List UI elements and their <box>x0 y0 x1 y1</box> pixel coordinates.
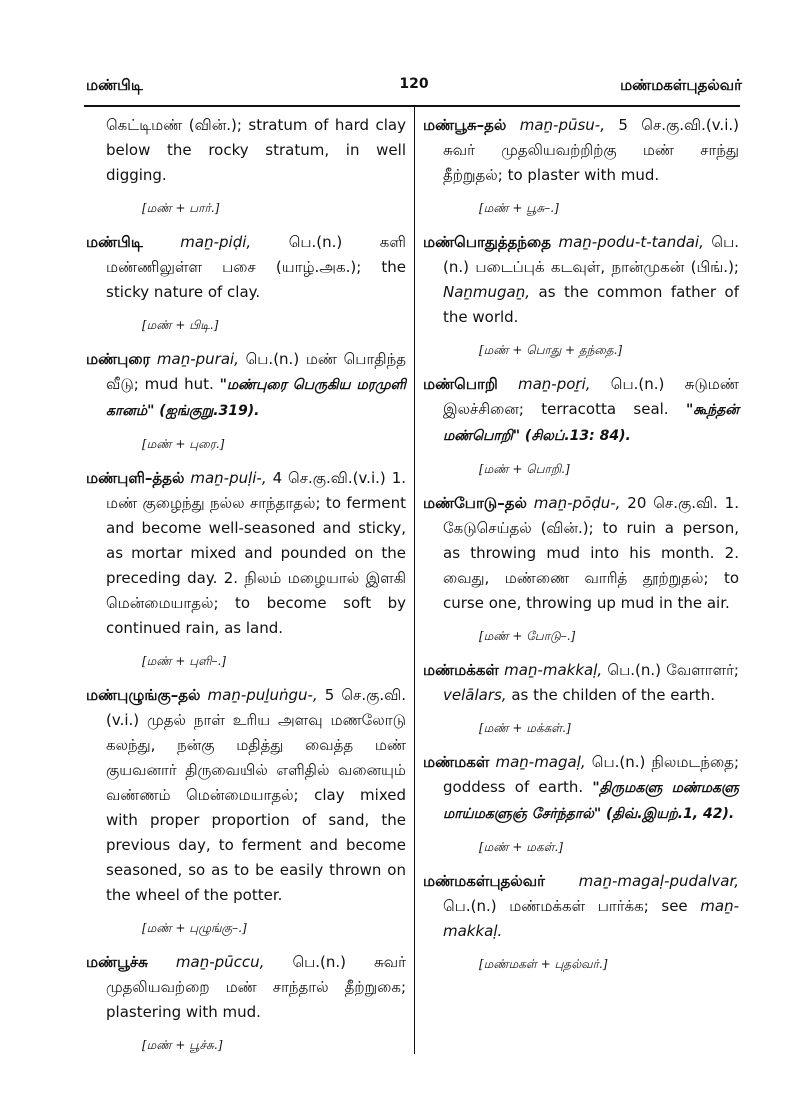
grammar-label: பெ.(n.) <box>591 753 646 771</box>
grammar-label: பெ.(n.) <box>292 953 347 971</box>
definition-line: below the rocky stratum, in well digging. <box>106 141 406 184</box>
entry-text <box>423 658 739 708</box>
entry-definition: படைப்புக் கடவுள், நான்முகன் (பிங்.); <box>475 258 739 276</box>
entry-definition: களி மண்ணிலுள்ள பசை (யாழ்.அக.); the sticky nature of clay. <box>106 233 406 301</box>
entry-definition: 1. மண் குழைந்து நல்ல சாந்தாதல்; to ferment and become well-seasoned and sticky, as mortar mixed and pounded on the preceding day. 2. நிலம் மழையால் இளகி மென்மையாதல்; to become soft by continued rain, as land. <box>106 469 406 637</box>
header-rule <box>84 105 740 107</box>
definition-line: கெட்டிமண் (வின்.); stratum of hard clay <box>106 116 406 134</box>
entry-text <box>86 347 406 424</box>
entry-definition: மண் பொதிந்த வீடு; mud hut. <box>106 350 406 393</box>
page-number: 120 <box>399 76 429 92</box>
transliteration: maṉ-puḻuṅgu-, <box>207 686 318 704</box>
etymology: [மண் + பொறி.] <box>479 462 570 476</box>
right-column <box>423 113 739 986</box>
etymology: [மண் + மக்கள்.] <box>479 721 571 735</box>
entry-text <box>86 466 406 641</box>
transliteration: maṉ-piḍi, <box>180 233 252 251</box>
dictionary-entry <box>86 950 406 1053</box>
entry-text <box>423 750 739 827</box>
entry-text <box>423 230 739 330</box>
dictionary-entry <box>423 491 739 644</box>
dictionary-entry <box>423 230 739 358</box>
definition-tail: as the common father of the world. <box>443 283 739 326</box>
definition-tail: as the childen of the earth. <box>511 686 715 704</box>
entry-text <box>423 869 739 944</box>
citation-quote: "மண்புரை பெருகிய மரமுளி கானம்" (ஐங்குறு.319). <box>106 377 406 419</box>
dictionary-entry <box>423 372 739 477</box>
grammar-label: பெ.(n.) <box>443 233 739 276</box>
grammar-label: பெ.(n.) <box>443 897 497 915</box>
headword: மண்மகள் <box>423 753 490 771</box>
definition-italic: velālars, <box>443 686 507 704</box>
grammar-label: பெ.(n.) <box>288 233 343 251</box>
dictionary-entry <box>423 113 739 216</box>
etymology: [மண் + பிடி.] <box>142 318 219 332</box>
definition-italic: Naṉmugaṉ, <box>443 283 531 301</box>
grammar-label: 4 செ.கு.வி.(v.i.) <box>272 469 386 487</box>
etymology: [மண் + பூச்சு.] <box>142 1038 223 1052</box>
entry-definition: சுடுமண் இலச்சினை; terracotta seal. <box>443 375 739 418</box>
headword: மண்புழுங்கு–தல் <box>86 686 201 704</box>
entry-text <box>86 230 406 305</box>
grammar-label: 20 செ.கு.வி. <box>627 494 718 512</box>
transliteration: maṉ-magaḷ-pudalvar, <box>578 872 739 890</box>
entry-text <box>423 113 739 188</box>
transliteration: maṉ-makkaḷ, <box>504 661 603 679</box>
entry-definition: சுவர் முதலியவற்றிற்கு மண் சாந்து தீற்றுதல்; to plaster with mud. <box>443 141 739 184</box>
right-guide-word: மண்மகள்புதல்வர் <box>620 76 742 94</box>
entry-text <box>423 491 739 616</box>
etymology: [மண் + பொது + தந்தை.] <box>479 343 623 357</box>
entry-definition: சுவர் முதலியவற்றை மண் சாந்தால் தீற்றுகை; plastering with mud. <box>106 953 406 1021</box>
etymology: [மண் + புரை.] <box>142 437 225 451</box>
transliteration: maṉ-purai, <box>156 350 239 368</box>
entry-definition: வேளாளர்; <box>666 661 739 679</box>
citation-quote: "திருமகளு மண்மகளு மாய்மகளுஞ் சேர்ந்தால்" (திவ்.இயற்.1, 42). <box>443 780 739 822</box>
transliteration: maṉ-podu-t-tandai, <box>558 233 704 251</box>
headword: மண்பூசு–தல் <box>423 116 507 134</box>
column-divider <box>414 106 415 1054</box>
etymology: [மண் + புழுங்கு–.] <box>142 921 247 935</box>
dictionary-entry <box>423 658 739 736</box>
entry-text <box>423 372 739 449</box>
etymology: [மண் + பூசு–.] <box>479 201 559 215</box>
headword: மண்புளி–த்தல் <box>86 469 185 487</box>
entry-text <box>86 683 406 908</box>
entry-definition: 1. கேடுசெய்தல் (வின்.); to ruin a person, as throwing mud into his month. 2. வைது, மண்ணை வாரித் தூற்றுதல்; to curse one, throwing up mud in the air. <box>443 494 739 612</box>
grammar-label: பெ.(n.) <box>610 375 665 393</box>
headword: மண்மக்கள் <box>423 661 499 679</box>
headword: மண்பொறி <box>423 375 498 393</box>
definition-italic: maṉ-makkaḷ. <box>443 897 739 940</box>
etymology: [மண் + பார்.] <box>142 201 220 215</box>
transliteration: maṉ-magaḷ, <box>495 753 586 771</box>
transliteration: maṉ-pūsu-, <box>519 116 605 134</box>
headword: மண்பொதுத்தந்தை <box>423 233 551 251</box>
page-header <box>86 76 742 102</box>
etymology: [மண் + போடு–.] <box>479 629 576 643</box>
entry-definition: நிலமடந்தை; goddess of earth. <box>443 753 739 796</box>
dictionary-entry <box>423 750 739 855</box>
citation-quote: "கூந்தன் மண்பொறி" (சிலப்.13: 84). <box>443 402 739 444</box>
etymology: [மண் + புளி–.] <box>142 654 226 668</box>
dictionary-entry <box>423 869 739 972</box>
headword: மண்பூச்சு <box>86 953 148 971</box>
etymology: [மண்மகள் + புதல்வர்.] <box>479 957 608 971</box>
entry-definition: மண்மக்கள் பார்க்க; see <box>509 897 688 915</box>
left-column <box>86 113 406 1067</box>
dictionary-entry <box>86 466 406 669</box>
grammar-label: பெ.(n.) <box>245 350 300 368</box>
headword: மண்பிடி <box>86 233 143 251</box>
transliteration: maṉ-poṟi, <box>518 375 591 393</box>
entry-definition <box>86 113 406 188</box>
entry-definition: (v.i.) முதல் நாள் உரிய அளவு மணலோடு கலந்து, நன்கு மதித்து வைத்த மண் குயவனார் திருவையில் எளிதில் வனையும் வண்ணம் மென்மையாதல்; clay mixed with proper proportion of sand, the previous day, to ferment and become seasoned, so as to be easily thrown on the wheel of the potter. <box>106 711 406 904</box>
grammar-label: 5 செ.கு.வி.(v.i.) <box>618 116 739 134</box>
transliteration: maṉ-puḷi-, <box>190 469 267 487</box>
grammar-label: பெ.(n.) <box>607 661 661 679</box>
dictionary-entry <box>86 347 406 452</box>
headword: மண்போடு–தல் <box>423 494 527 512</box>
transliteration: maṉ-pūccu, <box>175 953 265 971</box>
grammar-label: 5 செ.கு.வி. <box>324 686 406 704</box>
headword: மண்புரை <box>86 350 151 368</box>
entry-text <box>86 950 406 1025</box>
etymology: [மண் + மகள்.] <box>479 840 563 854</box>
continuation-entry <box>86 113 406 216</box>
dictionary-entry <box>86 683 406 936</box>
left-guide-word: மண்பிடி <box>86 76 143 94</box>
headword: மண்மகள்புதல்வர் <box>423 872 545 890</box>
dictionary-entry <box>86 230 406 333</box>
transliteration: maṉ-pōḍu-, <box>533 494 621 512</box>
